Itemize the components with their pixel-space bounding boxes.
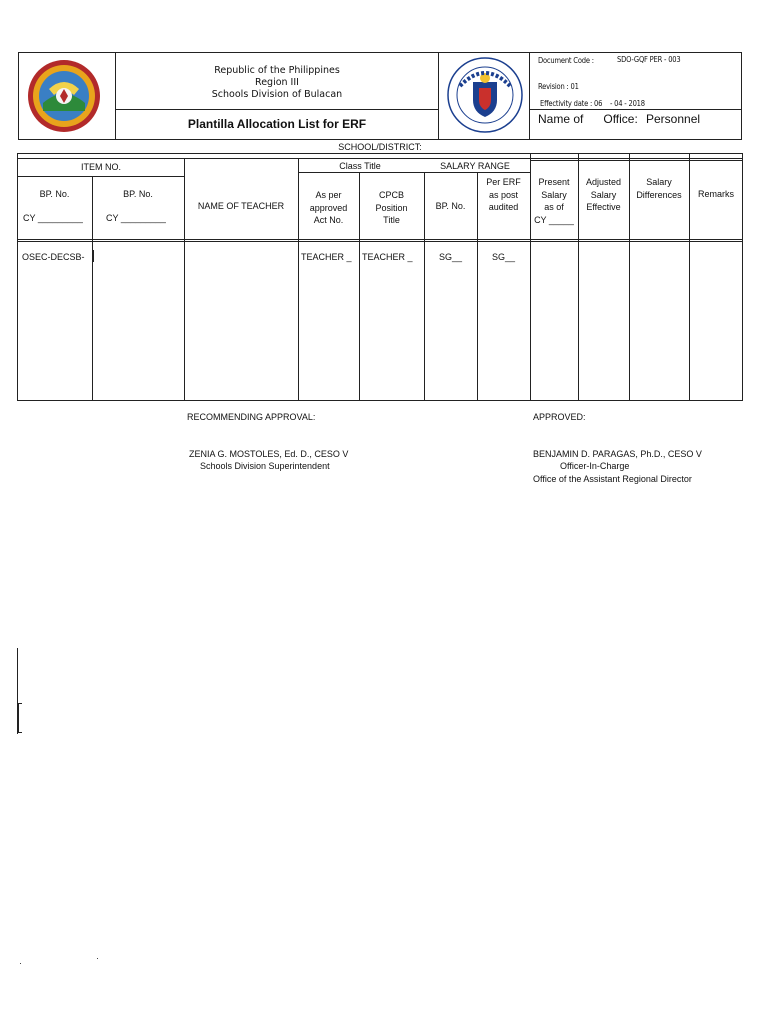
header-bp-no-3: BP. No. (435, 201, 466, 211)
header-class-title: Class Title (339, 161, 381, 171)
row-cpcb: TEACHER _ (362, 252, 413, 262)
header-per-erf: Per ERF as post audited (486, 177, 521, 212)
row-as-per: TEACHER _ (301, 252, 352, 262)
bottom-dot (97, 958, 98, 959)
row-bp-no: SG__ (438, 252, 462, 262)
table-group-line (17, 176, 185, 177)
revision-text: Revision : 01 (538, 82, 579, 91)
recommending-title: Schools Division Superintendent (200, 461, 330, 471)
header-cy-1: CY _________ (23, 213, 83, 223)
header-as-per: As per approved Act No. (309, 190, 348, 225)
school-district-label: SCHOOL/DISTRICT: (338, 142, 422, 152)
deped-seal-logo (446, 56, 524, 134)
col-divider (92, 176, 93, 401)
doc-code-label: Document Code : (538, 56, 594, 65)
effectivity-value: - 04 - 2018 (610, 99, 645, 108)
header-bp-no-2: BP. No. (123, 189, 153, 199)
form-title: Plantilla Allocation List for ERF (187, 117, 367, 131)
row-per-erf: SG__ (491, 252, 515, 262)
approved-name: BENJAMIN D. PARAGAS, Ph.D., CESO V (533, 449, 702, 459)
approved-title-1: Officer-In-Charge (560, 461, 630, 471)
header-cpcb: CPCB Position Title (375, 190, 408, 225)
header-adjusted-salary: Adjusted Salary Effective (585, 177, 622, 212)
gov-line-2: Region III (255, 77, 299, 88)
table-top-double-line (17, 158, 743, 159)
gov-line-1: Republic of the Philippines (214, 65, 340, 76)
recommending-name: ZENIA G. MOSTOLES, Ed. D., CESO V (189, 449, 349, 459)
gov-line-3: Schools Division of Bulacan (211, 89, 343, 100)
header-present-salary: Present Salary as of CY _____ (534, 177, 574, 225)
header-salary-range: SALARY RANGE (440, 161, 510, 171)
bottom-dot (20, 963, 21, 964)
table-header-bottom-2 (17, 241, 743, 242)
division-seal-logo (27, 59, 101, 133)
text-cursor (92, 250, 94, 262)
col-divider (184, 158, 185, 401)
approved-title-2: Office of the Assistant Regional Director (533, 474, 692, 484)
left-margin-bracket (18, 703, 22, 733)
table-group-line-2 (298, 172, 530, 173)
recommending-approval-label: RECOMMENDING APPROVAL: (187, 412, 316, 422)
table-group-line-3 (530, 160, 743, 161)
header-cy-2: CY _________ (106, 213, 166, 223)
table-header-bottom (17, 239, 743, 240)
header-name-of-teacher: NAME OF TEACHER (197, 201, 285, 211)
office-value: Personnel (646, 112, 701, 126)
doc-code-value: SDO-GQF PER - 003 (617, 55, 681, 64)
header-remarks: Remarks (697, 189, 734, 199)
effectivity-label: Effectivity date : 06 (540, 99, 603, 108)
header-bp-no-1: BP. No. (39, 189, 70, 199)
approved-label: APPROVED: (533, 412, 586, 422)
office-label: Name of Office: (538, 112, 638, 126)
header-salary-differences: Salary Differences (636, 177, 682, 200)
row-item-no: OSEC-DECSB- (22, 252, 85, 262)
header-item-no: ITEM NO. (81, 162, 121, 172)
